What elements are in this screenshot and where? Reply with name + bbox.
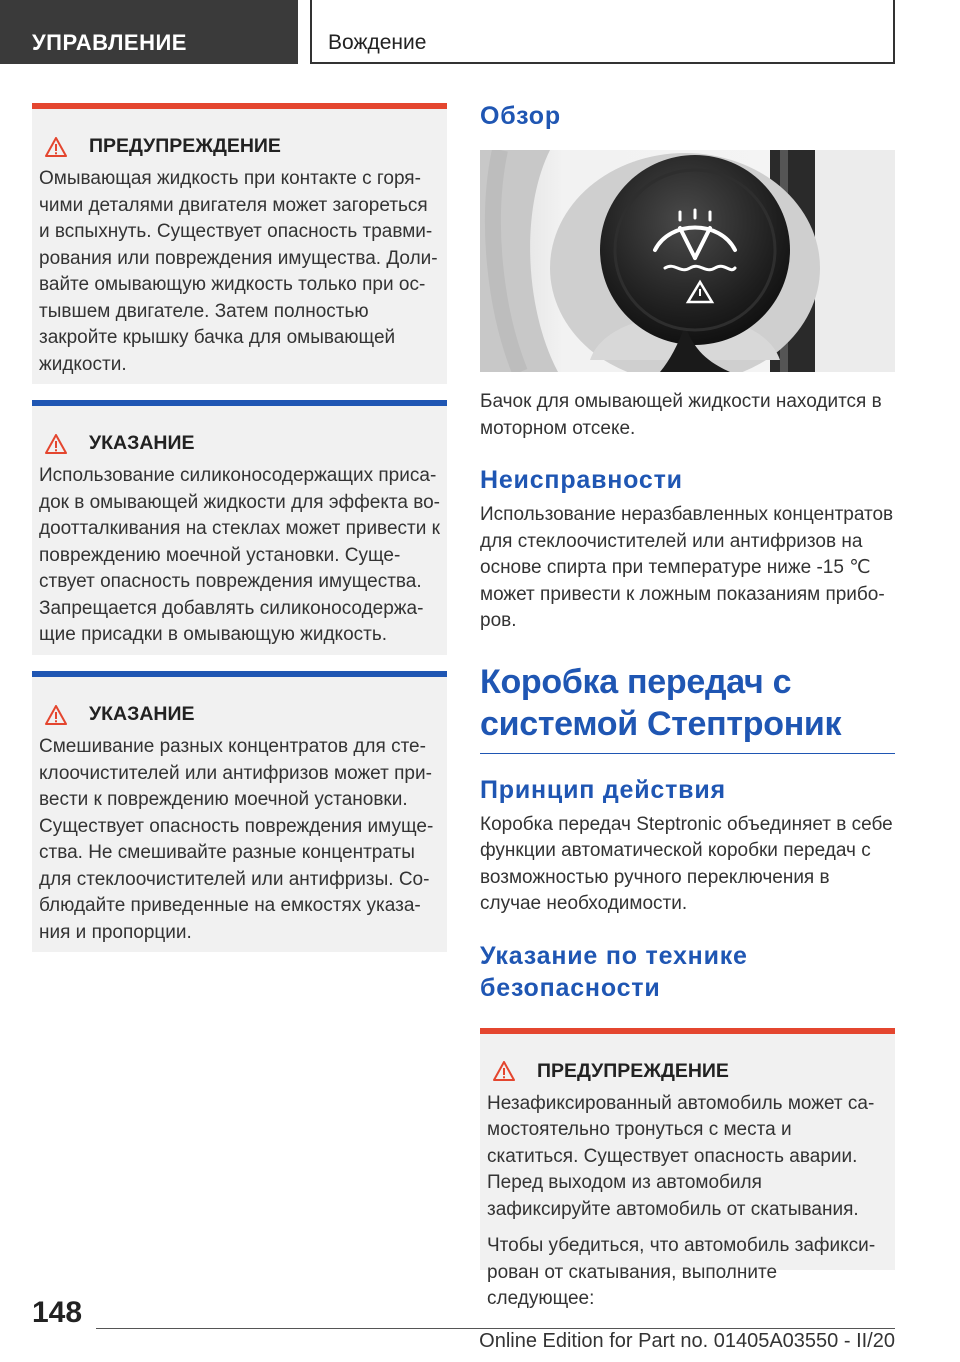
warning-paragraph-2: Чтобы убедиться, что автомобиль зафиксирован от скатывания, выполните следующее: (487, 1235, 876, 1309)
warning-text: Омывающая жидкость при контакте с горячими деталями двигателя может загореться и вспыхнуть. Существует опасность травмирования или повреждения имущества. Доливайте омывающую жидкость только при остывшем двигателе. Затем полностью закройте крышку бачка для омывающей жидкости. (39, 168, 438, 375)
notice-text: Использование силиконосодержащих присадок в омывающей жидкости для эффекта водоотталкивания на стеклах может привести к повреждению моечной установки. Существует опасность повреждения имущества. Запрещается добавлять силиконосодержащие присадки в омывающую жидкость. (39, 465, 440, 645)
page-number: 148 (32, 1296, 83, 1329)
footer-edition: Online Edition for Part no. 01405A03550 - II/20 (479, 1330, 895, 1352)
left-column (32, 103, 447, 968)
warning-title: ПРЕДУПРЕЖДЕНИЕ (89, 135, 281, 157)
warning-paragraph-1: Незафиксированный автомобиль может самостоятельно тронуться с места и скатиться. Существует опасность аварии. Перед выходом из автомобиля зафиксируйте автомобиль от скатывания. (487, 1092, 875, 1220)
warning-triangle-icon (45, 434, 67, 454)
faults-heading: Неисправности (480, 466, 683, 494)
washer-fluid-cap-image (480, 150, 895, 372)
warning-box-rolling (480, 1028, 895, 1309)
warning-triangle-icon (45, 705, 67, 725)
warning-triangle-icon (493, 1061, 515, 1081)
principle-heading: Принцип действия (480, 775, 726, 804)
section-heading-steptronic: Коробка передач с системой Стептроник (480, 661, 895, 754)
notice-box-silicone (32, 400, 447, 655)
overview-heading: Обзор (480, 102, 561, 130)
notice-heading (39, 432, 440, 455)
notice-title: УКАЗАНИЕ (89, 703, 195, 725)
chapter-title: Вождение (310, 0, 895, 64)
principle-text: Коробка передач Steptronic объединяет в себе функции автоматической коробки передач с возможностью ручного переключения в случае необходимости. (480, 813, 893, 914)
overview-text: Бачок для омывающей жидкости находится в моторном отсеке. (480, 391, 882, 439)
warning-box-washer-fluid (32, 103, 447, 384)
right-column (480, 100, 895, 1309)
warning-text (487, 1091, 888, 1313)
safety-heading: Указание по технике безопасности (480, 941, 748, 1002)
notice-box-mixing (32, 671, 447, 952)
notice-text: Смешивание разных концентратов для стеклоочистителей или антифризов может привести к повреждению моечной установки. Существует опасность повреждения имущества. Не смешивайте разные концентраты для стеклоочистителей или антифризы. Соблюдайте приведенные на емкостях указания и пропорции. (39, 736, 434, 943)
footer-divider (96, 1328, 895, 1329)
section-tab: УПРАВЛЕНИЕ (0, 0, 298, 64)
notice-title: УКАЗАНИЕ (89, 432, 195, 454)
warning-triangle-icon (45, 137, 67, 157)
faults-text: Использование неразбавленных концентратов для стеклоочистителей или антифризов на основе спирта при температуре ниже -15 ℃ может привести к ложным показаниям приборов. (480, 504, 894, 631)
warning-heading (39, 135, 440, 158)
washer-reservoir-photo (480, 150, 895, 372)
warning-heading (487, 1060, 888, 1083)
notice-heading (39, 703, 440, 726)
warning-title: ПРЕДУПРЕЖДЕНИЕ (537, 1059, 729, 1082)
